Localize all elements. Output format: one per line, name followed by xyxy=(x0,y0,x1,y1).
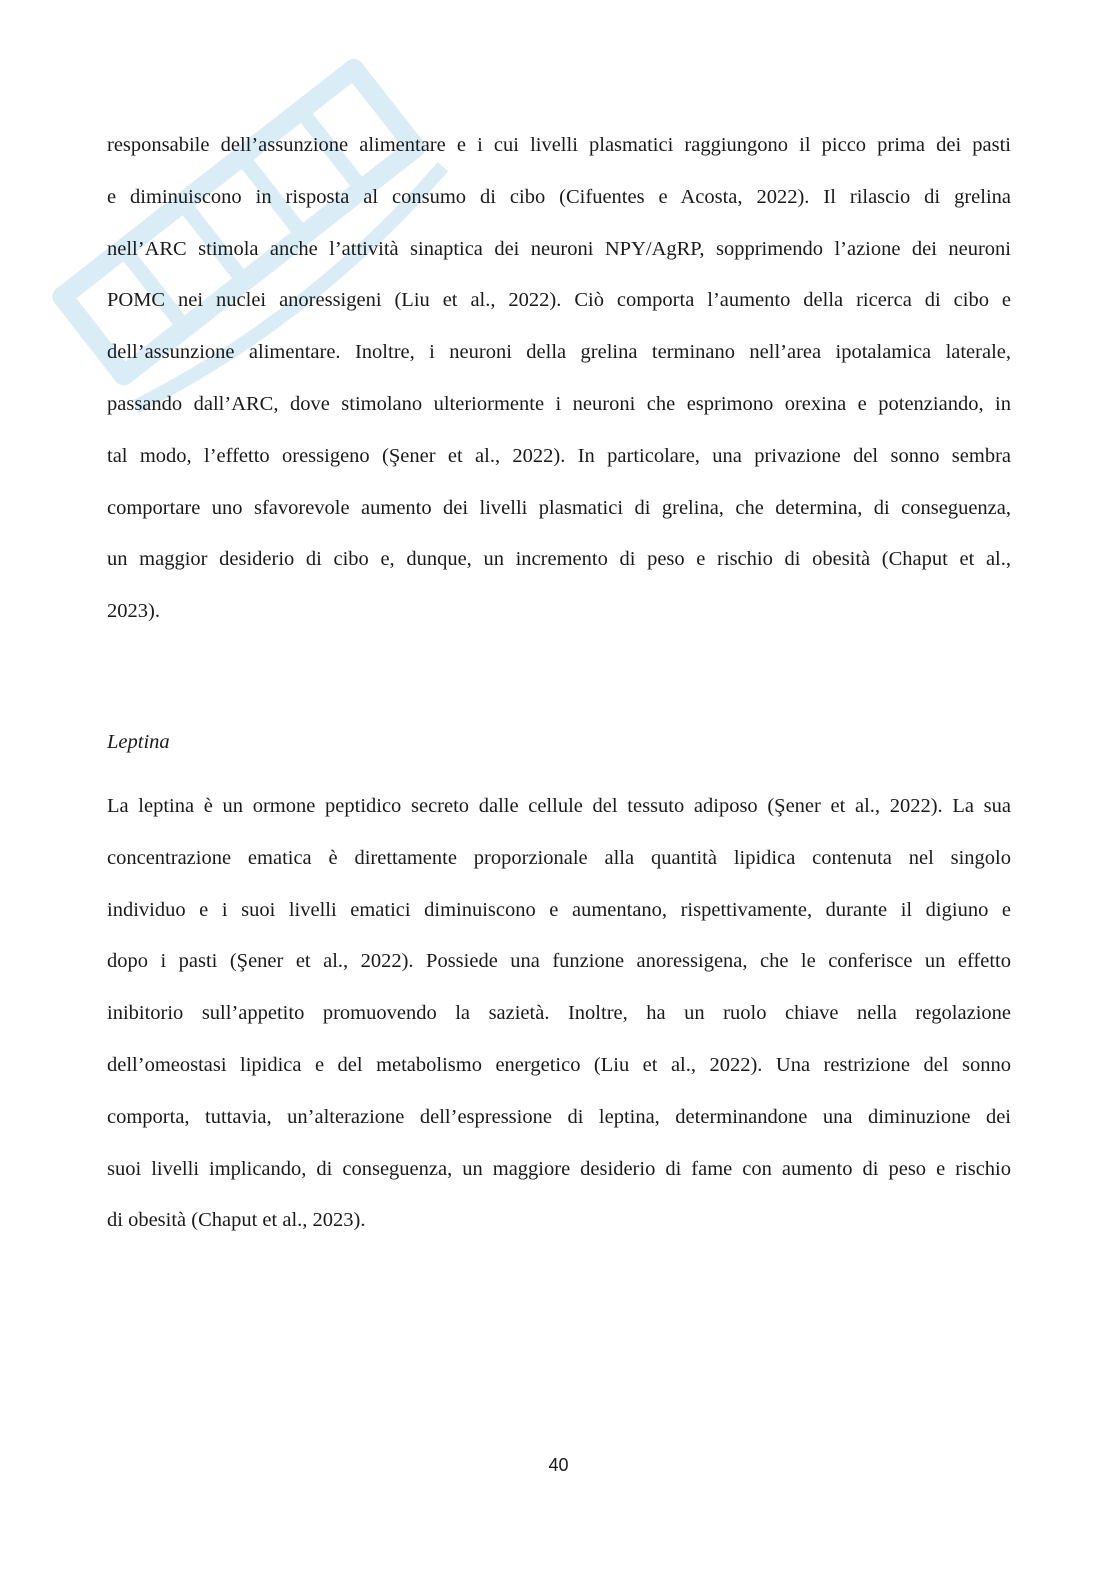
text-line: passando dall’ARC, dove stimolano ulteriormente i neuroni che esprimono orexina e potenziando, in xyxy=(107,392,1011,415)
text-line: e diminuiscono in risposta al consumo di cibo (Cifuentes e Acosta, 2022). Il rilascio di grelina xyxy=(107,185,1011,208)
text-line: di obesità (Chaput et al., 2023). xyxy=(107,1209,366,1232)
text-line: responsabile dell’assunzione alimentare e i cui livelli plasmatici raggiungono il picco prima dei pasti xyxy=(107,134,1011,156)
text-line: concentrazione ematica è direttamente proporzionale alla quantità lipidica contenuta nel singolo xyxy=(107,846,1011,869)
section-heading-leptina: Leptina xyxy=(107,731,170,753)
text-line: 2023). xyxy=(107,600,160,623)
text-line: La leptina è un ormone peptidico secreto dalle cellule del tessuto adiposo (Şener et al., 2022). La sua xyxy=(107,795,1011,817)
text-line: un maggior desiderio di cibo e, dunque, un incremento di peso e rischio di obesità (Chaput et al., xyxy=(107,548,1011,571)
text-line: nell’ARC stimola anche l’attività sinaptica dei neuroni NPY/AgRP, sopprimendo l’azione dei neuroni xyxy=(107,237,1011,260)
paragraph-grelina-continuation xyxy=(107,120,1011,638)
text-line: dell’assunzione alimentare. Inoltre, i neuroni della grelina terminano nell’area ipotalamica laterale, xyxy=(107,341,1011,364)
text-line: inibitorio sull’appetito promuovendo la sazietà. Inoltre, ha un ruolo chiave nella regolazione xyxy=(107,1002,1011,1025)
text-line: dell’omeostasi lipidica e del metabolismo energetico (Liu et al., 2022). Una restrizione del sonno xyxy=(107,1053,1011,1076)
text-line: tal modo, l’effetto oressigeno (Şener et al., 2022). In particolare, una privazione del sonno sembra xyxy=(107,444,1011,467)
page-number: 40 xyxy=(548,1455,569,1475)
text-line: suoi livelli implicando, di conseguenza, un maggiore desiderio di fame con aumento di peso e rischio xyxy=(107,1157,1011,1180)
paragraph-leptina xyxy=(107,781,1011,1247)
text-line: POMC nei nuclei anoressigeni (Liu et al., 2022). Ciò comporta l’aumento della ricerca di cibo e xyxy=(107,289,1011,312)
text-line: dopo i pasti (Şener et al., 2022). Possiede una funzione anoressigena, che le conferisce un effetto xyxy=(107,950,1011,973)
text-line: comportare uno sfavorevole aumento dei livelli plasmatici di grelina, che determina, di conseguenza, xyxy=(107,496,1011,519)
text-line: comporta, tuttavia, un’alterazione dell’espressione di leptina, determinandone una diminuzione dei xyxy=(107,1105,1011,1128)
text-line: individuo e i suoi livelli ematici diminuiscono e aumentano, rispettivamente, durante il digiuno e xyxy=(107,898,1011,921)
